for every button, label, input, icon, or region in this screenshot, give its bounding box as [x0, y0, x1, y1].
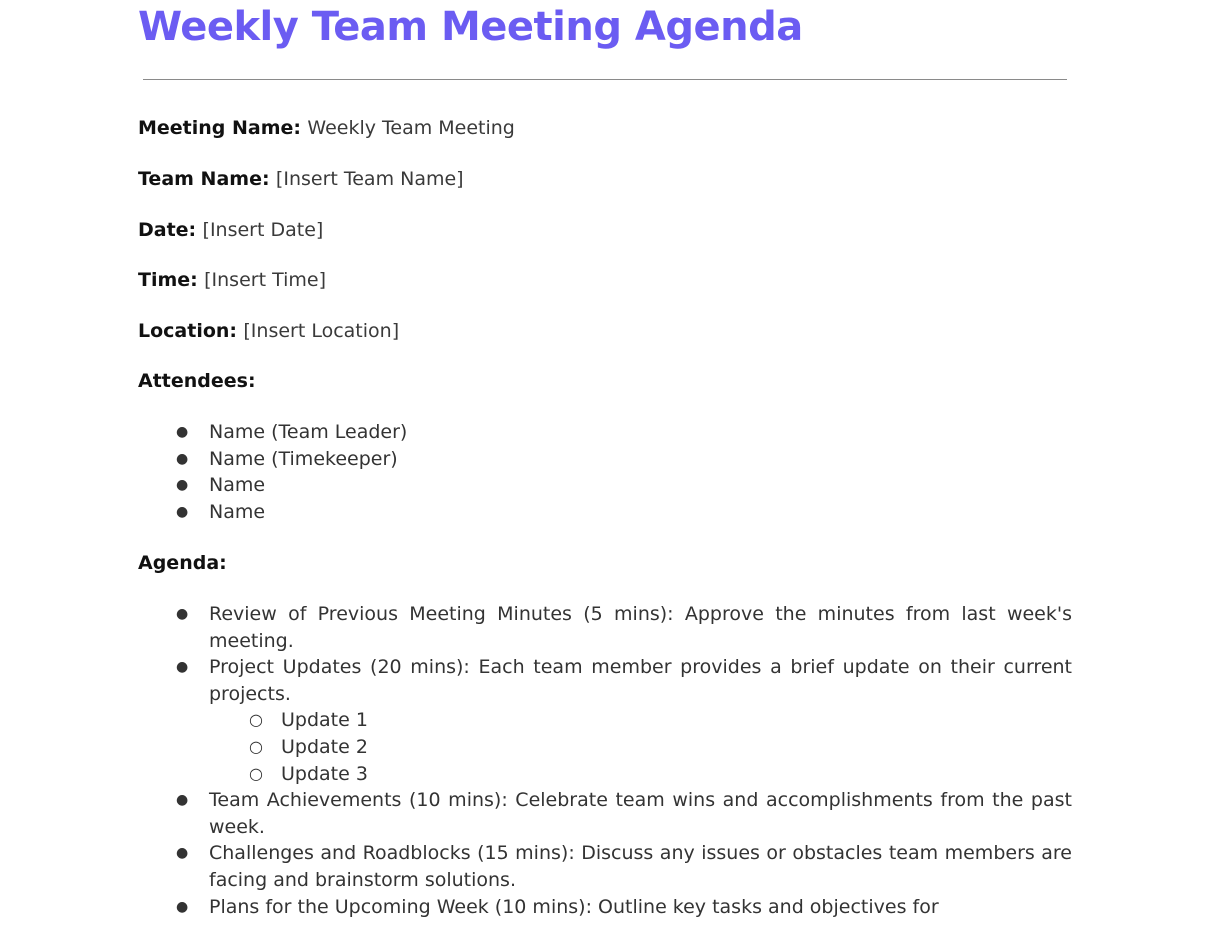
list-item — [138, 894, 1072, 921]
filled-circle-bullet-icon: ● — [176, 450, 189, 467]
sublist-item-text: Update 3 — [281, 762, 368, 785]
list-item-text: Plans for the Upcoming Week (10 mins): Outline key tasks and objectives for — [209, 895, 939, 918]
filled-circle-bullet-icon: ● — [176, 792, 189, 809]
filled-circle-bullet-icon: ● — [176, 477, 189, 494]
sublist-item — [209, 734, 1072, 761]
list-item-text: Name — [209, 474, 266, 497]
list-item — [138, 787, 1072, 840]
document-title: Weekly Team Meeting Agenda — [138, 4, 803, 50]
hollow-circle-bullet-icon: ○ — [249, 763, 263, 783]
horizontal-divider — [143, 79, 1067, 80]
field-value: [Insert Time] — [204, 269, 326, 291]
filled-circle-bullet-icon: ● — [176, 659, 189, 676]
agenda-list — [138, 601, 1072, 920]
sublist-item — [209, 761, 1072, 788]
list-item-text: Project Updates (20 mins): Each team member provides a brief update on their current projects. — [209, 656, 1072, 705]
list-item — [138, 472, 1072, 499]
filled-circle-bullet-icon: ● — [176, 606, 189, 622]
field-value: Weekly Team Meeting — [307, 117, 515, 139]
attendees-heading: Attendees: — [138, 370, 256, 392]
hollow-circle-bullet-icon: ○ — [249, 736, 263, 756]
field-location — [138, 318, 399, 343]
list-item — [138, 601, 1072, 654]
list-item — [138, 446, 1072, 473]
list-item-text: Challenges and Roadblocks (15 mins): Discuss any issues or obstacles team members are facing and brainstorm solutions. — [209, 842, 1072, 891]
list-item-text: Name — [209, 500, 266, 523]
field-value: [Insert Team Name] — [275, 168, 464, 190]
list-item-text: Team Achievements (10 mins): Celebrate team wins and accomplishments from the past week. — [209, 789, 1072, 838]
list-item — [138, 840, 1072, 893]
field-date — [138, 217, 323, 242]
list-item — [138, 654, 1072, 787]
hollow-circle-bullet-icon: ○ — [249, 710, 263, 730]
field-label: Meeting Name: — [138, 117, 302, 139]
field-label: Time: — [138, 269, 198, 291]
field-label: Date: — [138, 219, 197, 241]
list-item — [138, 419, 1072, 446]
list-item-text: Name (Timekeeper) — [209, 447, 398, 470]
field-time — [138, 267, 326, 292]
filled-circle-bullet-icon: ● — [176, 898, 189, 915]
field-meeting-name — [138, 115, 515, 140]
list-item-text: Name (Team Leader) — [209, 421, 408, 443]
filled-circle-bullet-icon: ● — [176, 845, 189, 862]
sublist-item-text: Update 1 — [281, 709, 368, 732]
list-item — [138, 499, 1072, 526]
sublist-item — [209, 707, 1072, 734]
field-label: Location: — [138, 320, 238, 342]
attendees-list — [138, 419, 1072, 525]
field-label: Team Name: — [138, 168, 270, 190]
project-updates-sublist — [209, 707, 1072, 787]
sublist-item-text: Update 2 — [281, 735, 368, 758]
field-value: [Insert Location] — [243, 320, 400, 342]
agenda-heading: Agenda: — [138, 552, 227, 574]
field-value: [Insert Date] — [202, 219, 324, 241]
field-team-name — [138, 166, 464, 191]
list-item-text: Review of Previous Meeting Minutes (5 mins): Approve the minutes from last week's meeting. — [209, 603, 1072, 652]
filled-circle-bullet-icon: ● — [176, 503, 189, 520]
filled-circle-bullet-icon: ● — [176, 424, 189, 440]
